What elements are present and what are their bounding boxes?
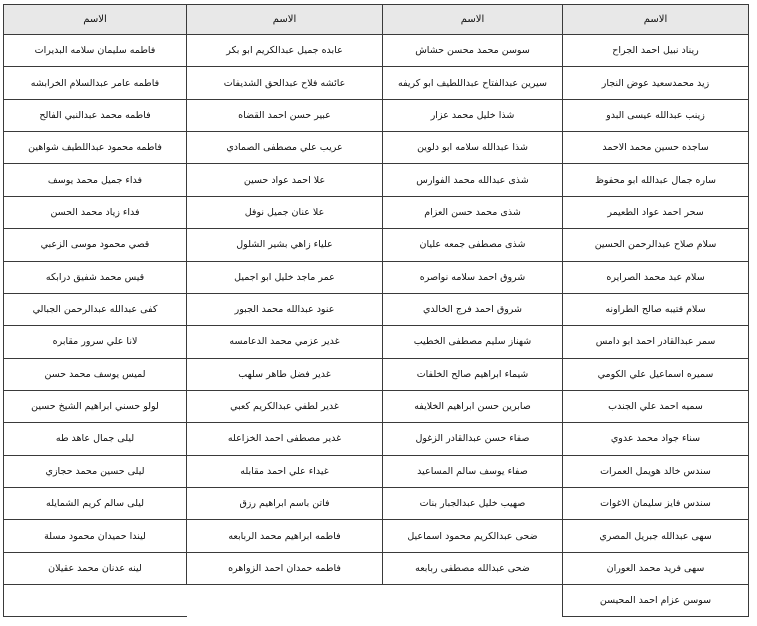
name-cell: لانا علي سرور مقابره <box>4 326 187 358</box>
name-cell: فاطمه عامر عبدالسلام الخرابشه <box>4 67 187 99</box>
name-cell: لولو حسني ابراهيم الشيخ حسين <box>4 390 187 422</box>
name-cell: سميره اسماعيل علي الكومي <box>563 358 749 390</box>
table-row <box>4 326 749 358</box>
name-cell: ليلى سالم كريم الشمايله <box>4 488 187 520</box>
table-row <box>4 35 749 67</box>
name-cell: شذا خليل محمد عزار <box>383 99 563 131</box>
table-row <box>4 423 749 455</box>
table-row <box>4 229 749 261</box>
name-cell: شذى محمد حسن العزام <box>383 196 563 228</box>
table-row <box>4 99 749 131</box>
name-cell: عريب علي مصطفى الصمادي <box>187 132 383 164</box>
name-cell: عمر ماجد خليل ابو اجميل <box>187 261 383 293</box>
name-cell: سميه احمد علي الجندب <box>563 390 749 422</box>
name-cell: شروق احمد سلامه نواصره <box>383 261 563 293</box>
name-cell: شروق احمد فرج الخالدي <box>383 293 563 325</box>
name-cell: سندس خالد هويمل العمرات <box>563 455 749 487</box>
name-cell: غدير مصطفى احمد الخزاعله <box>187 423 383 455</box>
header-row <box>4 5 749 35</box>
name-cell: فاطمه محمود عبداللطيف شواهين <box>4 132 187 164</box>
name-cell: فاتن باسم ابراهيم رزق <box>187 488 383 520</box>
names-table <box>3 4 749 617</box>
table-row <box>4 488 749 520</box>
name-cell: غدير لطفي عبدالكريم كعبي <box>187 390 383 422</box>
name-cell: علا احمد عواد حسين <box>187 164 383 196</box>
name-cell: سندس فايز سليمان الاغوات <box>563 488 749 520</box>
name-cell: ضحى عبدالكريم محمود اسماعيل <box>383 520 563 552</box>
name-cell: شيماء ابراهيم صالح الخلفات <box>383 358 563 390</box>
name-cell: قصي محمود موسى الزعبي <box>4 229 187 261</box>
name-cell: غدير فضل طاهر سلهب <box>187 358 383 390</box>
name-cell: غيداء علي احمد مقابله <box>187 455 383 487</box>
name-cell: فاطمه ابراهيم محمد الربابعه <box>187 520 383 552</box>
table-row <box>4 585 749 617</box>
name-cell: زينب عبدالله عيسى البدو <box>563 99 749 131</box>
table-row <box>4 552 749 584</box>
name-cell: ريناد نبيل احمد الجراح <box>563 35 749 67</box>
table-row <box>4 261 749 293</box>
name-cell: سهى فريد محمد العوران <box>563 552 749 584</box>
table-row <box>4 132 749 164</box>
name-cell: ليلى جمال عاهد طه <box>4 423 187 455</box>
name-cell: ليندا حميدان محمود مسلة <box>4 520 187 552</box>
name-cell: لينه عدنان محمد عقيلان <box>4 552 187 584</box>
table-row <box>4 358 749 390</box>
name-cell: ساره جمال عبدالله ابو محفوظ <box>563 164 749 196</box>
name-cell: فاطمه محمد عبدالنبي الفالح <box>4 99 187 131</box>
name-cell: شذى عبدالله محمد الفوارس <box>383 164 563 196</box>
name-cell: ساجده حسين محمد الاحمد <box>563 132 749 164</box>
name-cell: صابرين حسن ابراهيم الخلايفه <box>383 390 563 422</box>
name-cell: ضحى عبدالله مصطفى ربابعه <box>383 552 563 584</box>
empty-cell <box>4 585 187 617</box>
name-cell: غدير عزمي محمد الدعامسه <box>187 326 383 358</box>
name-cell: سمر عبدالقادر احمد ابو دامس <box>563 326 749 358</box>
name-cell: كفى عبدالله عبدالرحمن الجبالي <box>4 293 187 325</box>
table-row <box>4 67 749 99</box>
header-name-col-1: الاسم <box>563 5 749 35</box>
name-cell: شذا عبدالله سلامه ابو دلوين <box>383 132 563 164</box>
name-cell: عبير حسن احمد القضاه <box>187 99 383 131</box>
name-cell: فداء زياد محمد الحسن <box>4 196 187 228</box>
name-cell: لميس يوسف محمد حسن <box>4 358 187 390</box>
name-cell: فاطمه حمدان احمد الزواهره <box>187 552 383 584</box>
empty-cell <box>187 585 383 617</box>
name-cell: زيد محمدسعيد عوض النجار <box>563 67 749 99</box>
table-row <box>4 520 749 552</box>
name-cell: سلام عبد محمد الصرايره <box>563 261 749 293</box>
table-row <box>4 164 749 196</box>
name-cell: فاطمه سليمان سلامه البديرات <box>4 35 187 67</box>
table-row <box>4 196 749 228</box>
table-row <box>4 455 749 487</box>
name-cell: سناء جواد محمد عدوي <box>563 423 749 455</box>
name-cell: سلام قتيبه صالح الطراونه <box>563 293 749 325</box>
name-cell: عنود عبدالله محمد الجبور <box>187 293 383 325</box>
name-cell: شذى مصطفى جمعه عليان <box>383 229 563 261</box>
name-cell: شهناز سليم مصطفى الخطيب <box>383 326 563 358</box>
name-cell: قيس محمد شفيق درابكه <box>4 261 187 293</box>
name-cell: صهيب خليل عبدالجبار بنات <box>383 488 563 520</box>
name-cell: عابده جميل عبدالكريم ابو بكر <box>187 35 383 67</box>
name-cell: صفاء يوسف سالم المساعيد <box>383 455 563 487</box>
name-cell: سلام صلاح عبدالرحمن الحسين <box>563 229 749 261</box>
header-name-col-4: الاسم <box>4 5 187 35</box>
name-cell: علا عنان جميل نوفل <box>187 196 383 228</box>
name-cell: سهى عبدالله جبريل المصري <box>563 520 749 552</box>
header-name-col-3: الاسم <box>187 5 383 35</box>
name-cell: فداء جميل محمد يوسف <box>4 164 187 196</box>
name-cell: ليلى حسين محمد حجازي <box>4 455 187 487</box>
table-row <box>4 293 749 325</box>
name-cell: عائشه فلاح عبدالحق الشديفات <box>187 67 383 99</box>
name-cell: علياء زاهي بشير الشلول <box>187 229 383 261</box>
name-cell: سوسن عزام احمد المحيسن <box>563 585 749 617</box>
name-cell: سيرين عبدالفتاح عبداللطيف ابو كريفه <box>383 67 563 99</box>
name-cell: سحر احمد عواد الطعيمر <box>563 196 749 228</box>
name-cell: صفاء حسن عبدالقادر الزغول <box>383 423 563 455</box>
header-name-col-2: الاسم <box>383 5 563 35</box>
table-row <box>4 390 749 422</box>
name-cell: سوسن محمد محسن حشاش <box>383 35 563 67</box>
table-body <box>4 35 749 617</box>
empty-cell <box>383 585 563 617</box>
